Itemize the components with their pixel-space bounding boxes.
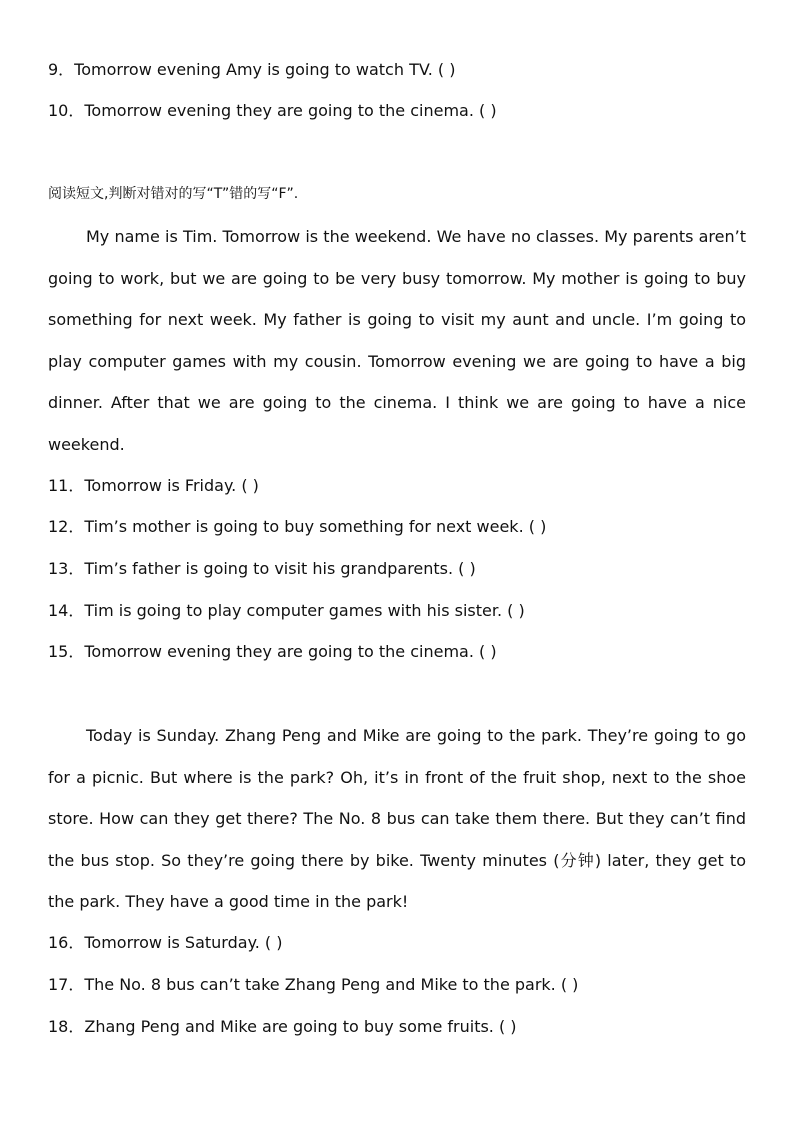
question-17: 17．The No. 8 bus can’t take Zhang Peng and Mike to the park. ( ) (48, 975, 579, 994)
question-11: 11．Tomorrow is Friday. ( ) (48, 476, 259, 495)
question-16: 16．Tomorrow is Saturday. ( ) (48, 933, 283, 952)
question-10: 10．Tomorrow evening they are going to the cinema. ( ) (48, 101, 497, 120)
question-9: 9．Tomorrow evening Amy is going to watch TV. ( ) (48, 60, 456, 79)
question-12: 12．Tim’s mother is going to buy something for next week. ( ) (48, 517, 547, 536)
passage-2: Today is Sunday. Zhang Peng and Mike are going to the park. They’re going to go for a picnic. But where is the park? Oh, it’s in front of the fruit shop, next to the shoe store. How can they get there? The No. 8 bus can take them there. But they can’t find the bus stop. So they’re going there by bike. Twenty minutes (分钟) later, they get to the park. They have a good time in the park! (48, 726, 746, 912)
question-13: 13．Tim’s father is going to visit his grandparents. ( ) (48, 559, 476, 578)
instruction: 阅读短文,判断对错对的写“T”错的写“F”. (48, 186, 299, 202)
passage-1: My name is Tim. Tomorrow is the weekend. We have no classes. My parents aren’t going to work, but we are going to be very busy tomorrow. My mother is going to buy something for next week. My father is going to visit my aunt and uncle. I’m going to play computer games with my cousin. Tomorrow evening we are going to have a big dinner. After that we are going to the cinema. I think we are going to have a nice weekend. (48, 227, 746, 454)
question-15: 15．Tomorrow evening they are going to the cinema. ( ) (48, 642, 497, 661)
question-18: 18．Zhang Peng and Mike are going to buy some fruits. ( ) (48, 1017, 517, 1036)
question-14: 14．Tim is going to play computer games with his sister. ( ) (48, 601, 525, 620)
